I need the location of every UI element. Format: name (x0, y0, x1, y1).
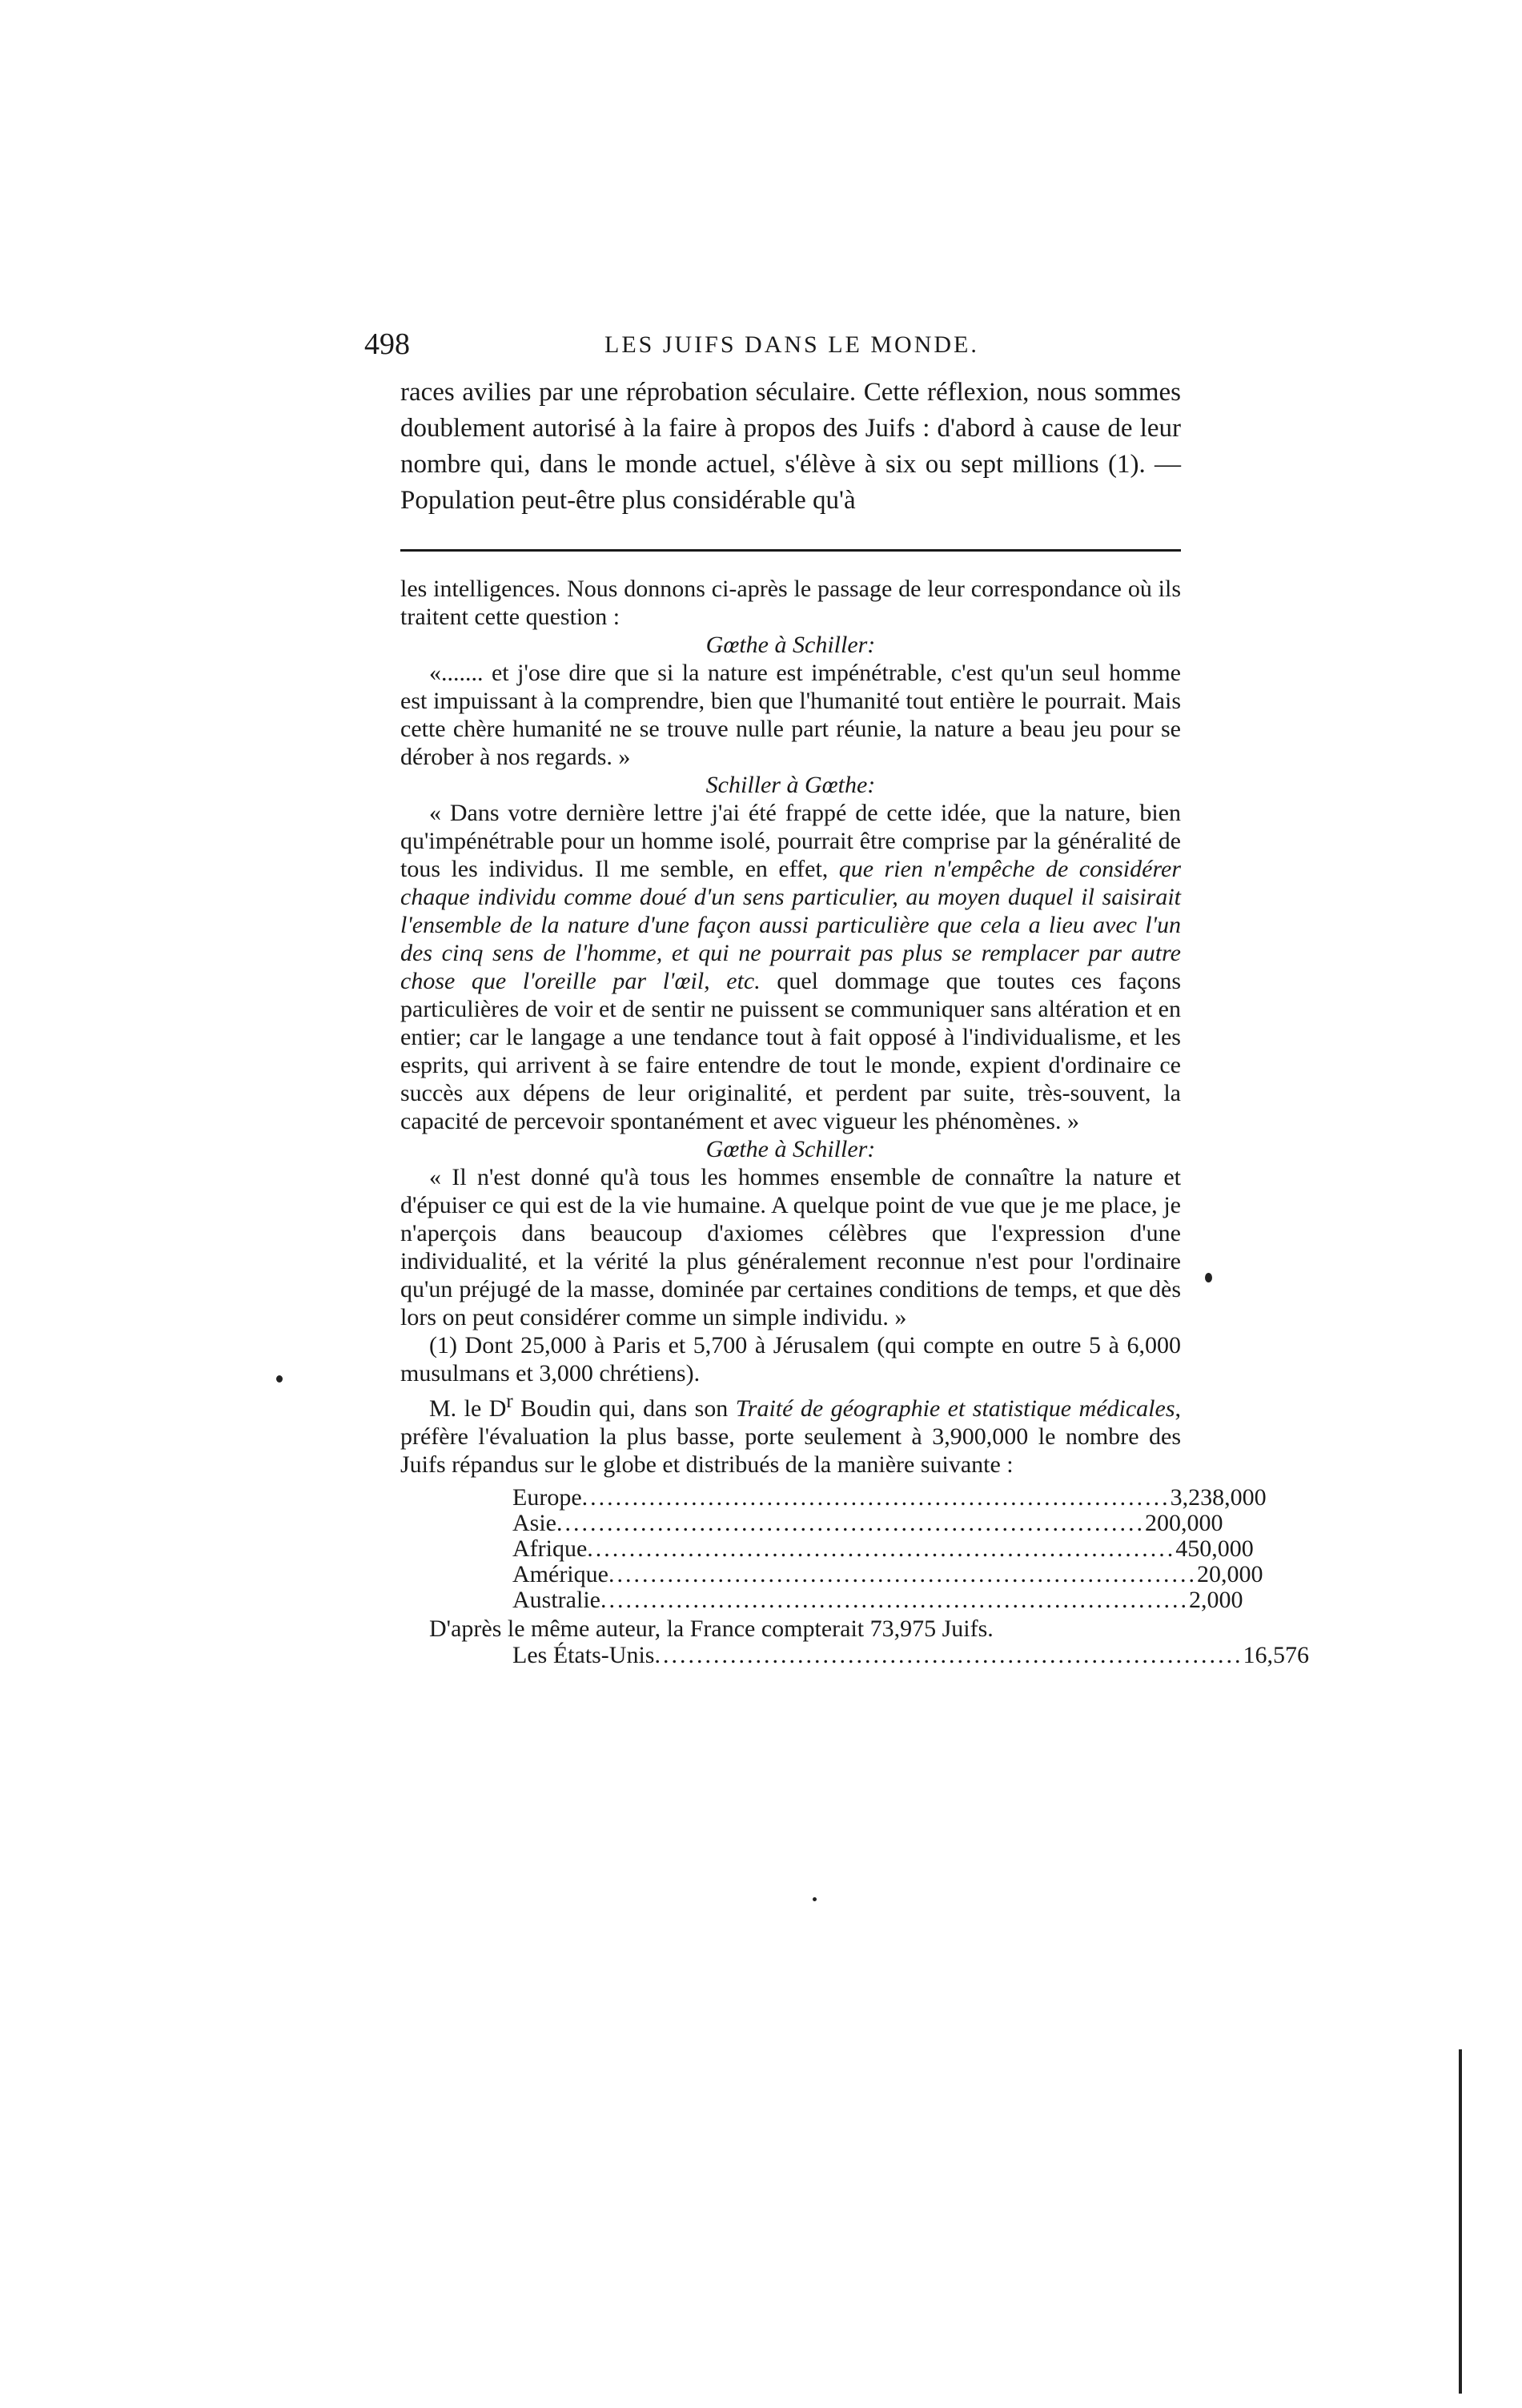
table-row: Europe ...................................................................... 3,238,000 (512, 1484, 1267, 1511)
table-row: Australie ...................................................................... 2,000 (512, 1587, 1243, 1613)
region-value: 20,000 (1196, 1561, 1263, 1587)
letter-body (400, 799, 1181, 1135)
table-row: Afrique ...................................................................... 450,000 (512, 1535, 1254, 1562)
region-value: 2,000 (1188, 1587, 1243, 1613)
letter-text: «....... et j'ose dire que si la nature est impénétrable, c'est qu'un seul homme est impuissant à la comprendre, bien que l'humanité tout entière le pourrait. Mais cette chère humanité ne se trouve nulle part réunie, la nature a beau jeu pour se dérober à nos regards. » (400, 660, 1181, 770)
letter-heading: Gœthe à Schiller: (705, 632, 876, 658)
running-title: LES JUIFS DANS LE MONDE. (604, 331, 979, 358)
region-value: 16,576 (1243, 1642, 1309, 1668)
ink-speck (276, 1375, 283, 1383)
region-value: 450,000 (1175, 1535, 1254, 1562)
letter-heading: Gœthe à Schiller: (705, 1136, 876, 1162)
letter-text: « Dans votre dernière lettre j'ai été frappé de cette idée, que la nature, bien qu'impénétrable pour un homme isolé, pourrait être comprise par la généralité de tous les individus. Il me semble, en effet, (400, 800, 1181, 882)
ink-speck (1205, 1273, 1212, 1282)
ink-speck (813, 1897, 817, 1901)
main-text (400, 375, 1181, 519)
running-head (364, 327, 1173, 371)
margin-line (1459, 2049, 1462, 2394)
page-number: 498 (364, 327, 410, 361)
letter-text: « Il n'est donné qu'à tous les hommes ensemble de connaître la nature et d'épuiser ce qui est de la vie humaine. A quelque point de vue que je me place, je n'aperçois dans beaucoup d'axiomes célèbres que l'expression d'une individualité, et la vérité la plus généralement reconnue n'est pour l'ordinaire qu'un préjugé de la masse, dominée par certaines conditions de temps, et que dès lors on peut considérer comme un simple individu. » (400, 1164, 1181, 1330)
letter-body (400, 659, 1181, 771)
footnote-1: (1) Dont 25,000 à Paris et 5,700 à Jérusalem (qui compte en outre 5 à 6,000 musulmans et 3,000 chrétiens). (400, 1332, 1181, 1387)
notes-intro: les intelligences. Nous donnons ci-après le passage de leur correspondance où ils traitent cette question : (400, 576, 1181, 630)
letter-heading: Schiller à Gœthe: (705, 772, 876, 798)
footnote-separator-rule (400, 549, 1181, 552)
region-label: Europe (512, 1484, 582, 1511)
table-row: Asie ...................................................................... 200,000 (512, 1510, 1223, 1536)
region-label: Amérique (512, 1561, 608, 1587)
main-paragraph: races avilies par une réprobation séculaire. Cette réflexion, nous sommes doublement autorisé à la faire à propos des Juifs : d'abord à cause de leur nombre qui, dans le monde actuel, s'élève à six ou sept millions (1). — Population peut-être plus considérable qu'à (400, 378, 1181, 515)
table-row: Les États-Unis ...................................................................... 16,576 (512, 1642, 1309, 1668)
region-label: Australie (512, 1587, 600, 1613)
table-row: Amérique ...................................................................... 20,000 (512, 1561, 1263, 1587)
letter-body (400, 1163, 1181, 1331)
boudin-paragraph: M. le $D^r$ Boudin qui, dans son Traité de géographie et statistique médicales, préfère l'évaluation la plus basse, porte seulement à 3,900,000 le nombre des Juifs répandus sur le globe et distribués de la manière suivante : (400, 1391, 1182, 1478)
population-table (400, 1484, 1267, 1613)
region-label: Les États-Unis (512, 1642, 655, 1668)
region-value: 3,238,000 (1170, 1484, 1267, 1511)
region-label: Asie (512, 1510, 556, 1536)
letter-text: quel dommage que toutes ces façons particulières de voir et de sentir ne puissent se communiquer sans altération et en entier; car le langage a une tendance tout à fait opposé à l'individualisme, et les esprits, qui arrivent à se faire entendre de tout le monde, expient d'ordinaire ce succès aux dépens de leur originalité, et perdent par suite, très-souvent, la capacité de percevoir spontanément et avec vigueur les phénomènes. » (400, 968, 1182, 1134)
france-line: D'après le même auteur, la France compterait 73,975 Juifs. (429, 1615, 994, 1642)
footnotes (400, 575, 1309, 1668)
region-value: 200,000 (1145, 1510, 1223, 1536)
letter-text-italic: que rien n'empêche de considérer chaque individu comme doué d'un sens particulier, au moyen duquel il saisirait l'ensemble de la nature d'une façon aussi particulière que cela a lieu avec l'un des cinq sens de l'homme, et qui ne pourrait pas plus se remplacer par autre chose que l'oreille par l'œil, etc. (400, 856, 1181, 994)
region-label: Afrique (512, 1535, 588, 1562)
